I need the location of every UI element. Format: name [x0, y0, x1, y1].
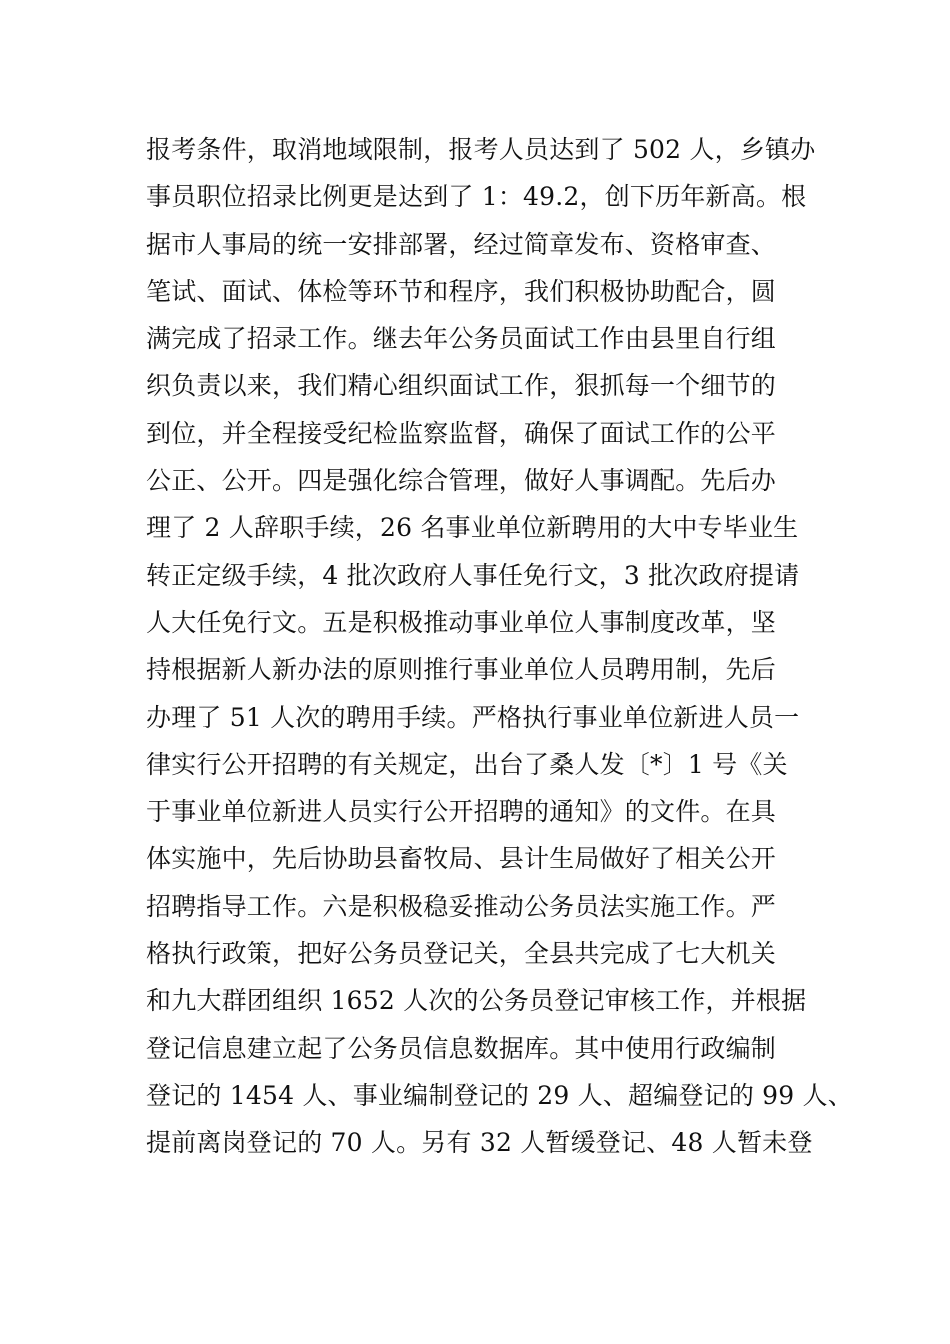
text-line: 笔试、面试、体检等环节和程序，我们积极协助配合，圆 — [146, 276, 777, 306]
text-line: 理了 2 人辞职手续，26 名事业单位新聘用的大中专毕业生 — [146, 513, 799, 543]
text-line: 提前离岗登记的 70 人。另有 32 人暂缓登记、48 人暂未登 — [146, 1128, 813, 1158]
text-line: 招聘指导工作。六是积极稳妥推动公务员法实施工作。严 — [146, 891, 777, 921]
text-line: 据市人事局的统一安排部署，经过简章发布、资格审查、 — [146, 229, 777, 259]
text-line: 登记的 1454 人、事业编制登记的 29 人、超编登记的 99 人、 — [146, 1080, 853, 1110]
text-line: 律实行公开招聘的有关规定，出台了桑人发〔*〕1 号《关 — [146, 749, 788, 779]
text-line: 人大任免行文。五是积极推动事业单位人事制度改革，坚 — [146, 607, 777, 637]
text-line: 体实施中，先后协助县畜牧局、县计生局做好了相关公开 — [146, 844, 777, 874]
text-line: 持根据新人新办法的原则推行事业单位人员聘用制，先后 — [146, 655, 777, 685]
text-line: 登记信息建立起了公务员信息数据库。其中使用行政编制 — [146, 1033, 777, 1063]
body-text — [146, 126, 853, 1167]
text-line: 到位，并全程接受纪检监察监督，确保了面试工作的公平 — [146, 418, 777, 448]
text-line: 满完成了招录工作。继去年公务员面试工作由县里自行组 — [146, 324, 777, 354]
text-line: 报考条件，取消地域限制，报考人员达到了 502 人，乡镇办 — [146, 135, 816, 164]
text-line: 公正、公开。四是强化综合管理，做好人事调配。先后办 — [146, 466, 777, 496]
text-line: 事员职位招录比例更是达到了 1：49.2，创下历年新高。根 — [146, 182, 807, 212]
text-line: 转正定级手续，4 批次政府人事任免行文，3 批次政府提请 — [146, 560, 800, 590]
text-line: 织负责以来，我们精心组织面试工作，狠抓每一个细节的 — [146, 371, 777, 401]
text-line: 办理了 51 人次的聘用手续。严格执行事业单位新进人员一 — [146, 702, 800, 732]
text-line: 和九大群团组织 1652 人次的公务员登记审核工作，并根据 — [146, 986, 807, 1016]
text-line: 于事业单位新进人员实行公开招聘的通知》的文件。在具 — [146, 797, 777, 827]
text-line: 格执行政策，把好公务员登记关，全县共完成了七大机关 — [146, 939, 777, 969]
